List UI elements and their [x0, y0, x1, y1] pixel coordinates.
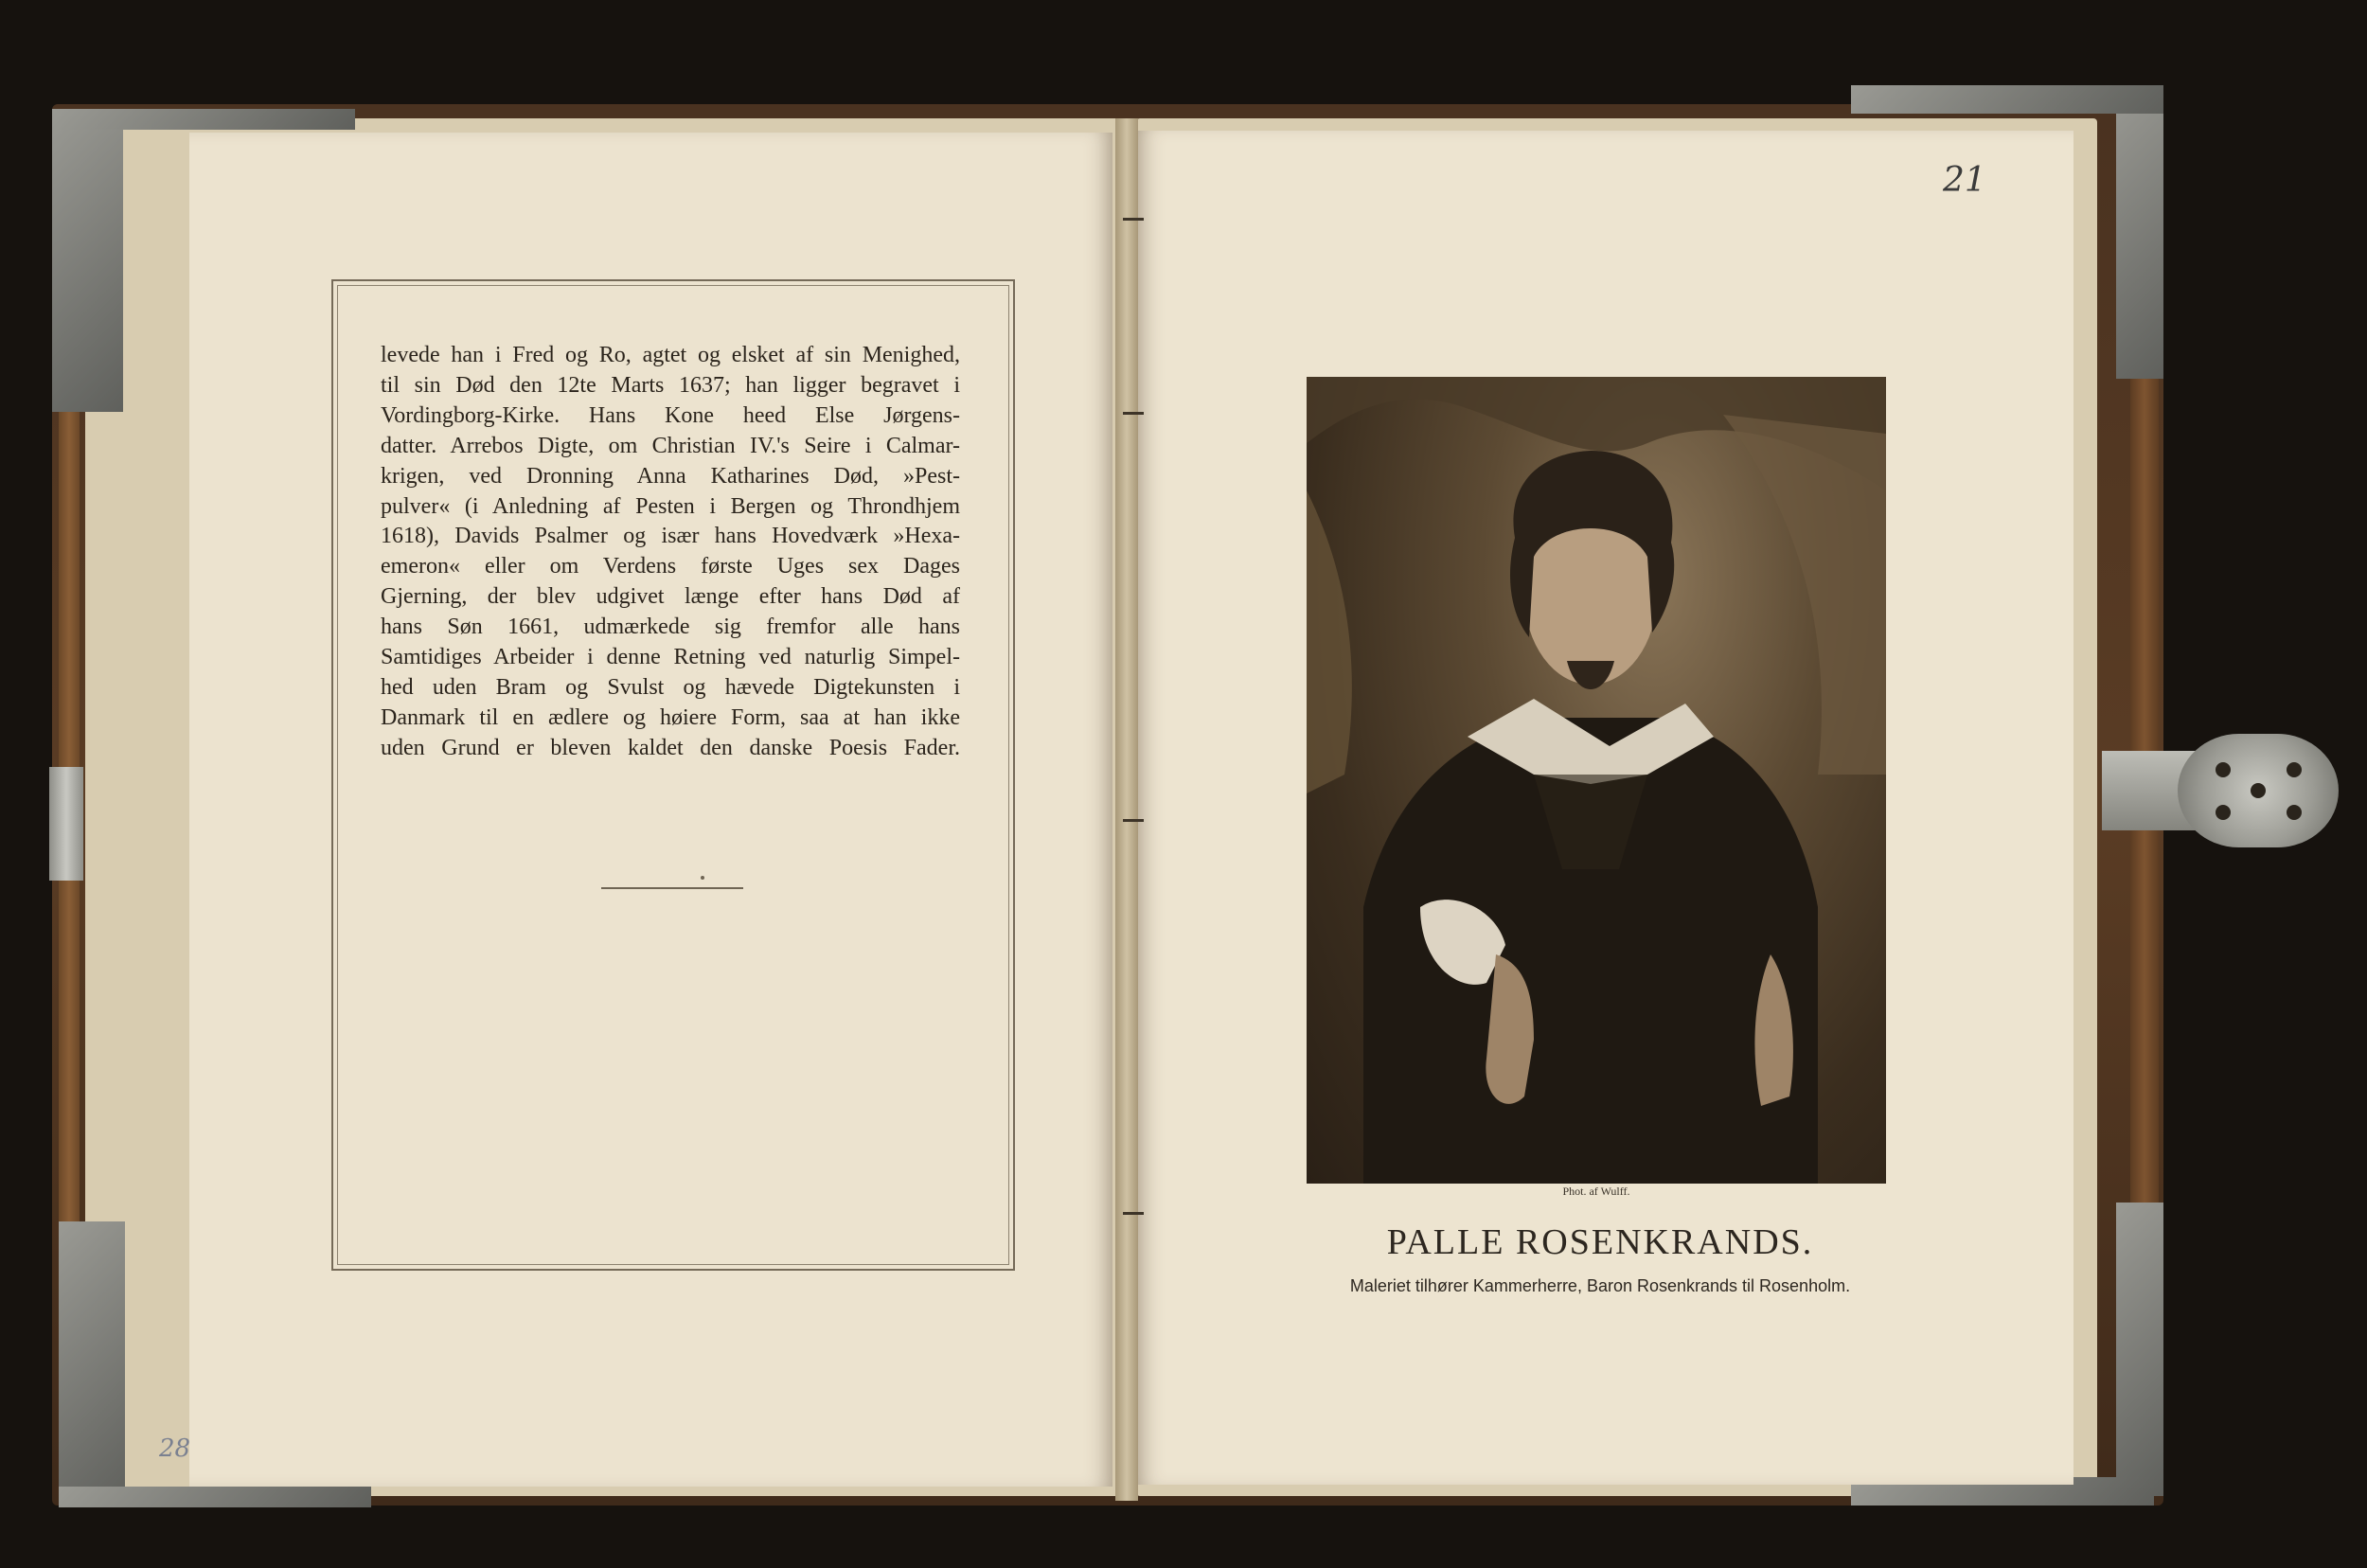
metal-corner-bottom-left-edge — [59, 1487, 371, 1507]
binding-stitch — [1123, 218, 1144, 221]
text-line: uden Grund er bleven kaldet den danske Poesis Fader. — [381, 735, 960, 760]
binding-stitch — [1123, 819, 1144, 822]
metal-corner-bottom-left — [59, 1221, 125, 1506]
text-line: 1618), Davids Psalmer og især hans Hovedværk »Hexa- — [381, 524, 960, 549]
text-line: til sin Død den 12te Marts 1637; han ligger begravet i — [381, 372, 960, 398]
text-line: krigen, ved Dronning Anna Katharines Død, »Pest- — [381, 463, 960, 489]
metal-corner-top-right — [2116, 85, 2163, 379]
metal-corner-top-left — [52, 109, 123, 412]
photo-credit: Phot. af Wulff. — [1562, 1185, 1630, 1198]
text-line: Danmark til en ædlere og høiere Form, saa at han ikke — [381, 704, 960, 730]
text-line: Vordingborg-Kirke. Hans Kone heed Else Jørgens- — [381, 402, 960, 428]
text-line: hed uden Bram og Svulst og hævede Digtekunsten i — [381, 674, 960, 700]
clasp-hole — [2287, 762, 2302, 777]
hinge-icon — [49, 767, 83, 881]
clasp-hole — [2216, 805, 2231, 820]
binding-stitch — [1123, 412, 1144, 415]
text-line: emeron« eller om Verdens første Uges sex Dages — [381, 554, 960, 579]
text-line: hans Søn 1661, udmærkede sig fremfor alle hans — [381, 615, 960, 640]
book-gutter — [1115, 118, 1138, 1501]
divider-dot — [701, 876, 704, 880]
clasp-hole — [2216, 762, 2231, 777]
clasp-hole — [2287, 805, 2302, 820]
body-text — [381, 341, 960, 764]
metal-corner-top-left-edge — [52, 109, 355, 130]
text-line: pulver« (i Anledning af Pesten i Bergen og Throndhjem — [381, 493, 960, 519]
clasp-hole — [2251, 783, 2266, 798]
text-line: levede han i Fred og Ro, agtet og elsket af sin Menighed, — [381, 343, 960, 367]
plate-title: PALLE ROSENKRANDS. — [1386, 1222, 1814, 1262]
text-line: datter. Arrebos Digte, om Christian IV.'s Seire i Calmar- — [381, 433, 960, 458]
text-line: Samtidiges Arbeider i denne Retning ved naturlig Simpel- — [381, 645, 960, 670]
portrait-photograph — [1307, 377, 1886, 1184]
binding-stitch — [1123, 1212, 1144, 1215]
margin-note: 28 — [159, 1434, 191, 1463]
plate-caption: Maleriet tilhører Kammerherre, Baron Rosenkrands til Rosenholm. — [1349, 1276, 1851, 1295]
metal-corner-top-right-edge — [1851, 85, 2163, 114]
metal-corner-bottom-right — [2116, 1203, 2163, 1496]
clasp[interactable] — [2102, 734, 2339, 847]
text-line: Gjerning, der blev udgivet længe efter hans Død af — [381, 584, 960, 610]
clasp-ornament-icon — [2178, 734, 2339, 847]
page-number: 21 — [1943, 161, 1986, 200]
section-divider — [601, 887, 743, 889]
